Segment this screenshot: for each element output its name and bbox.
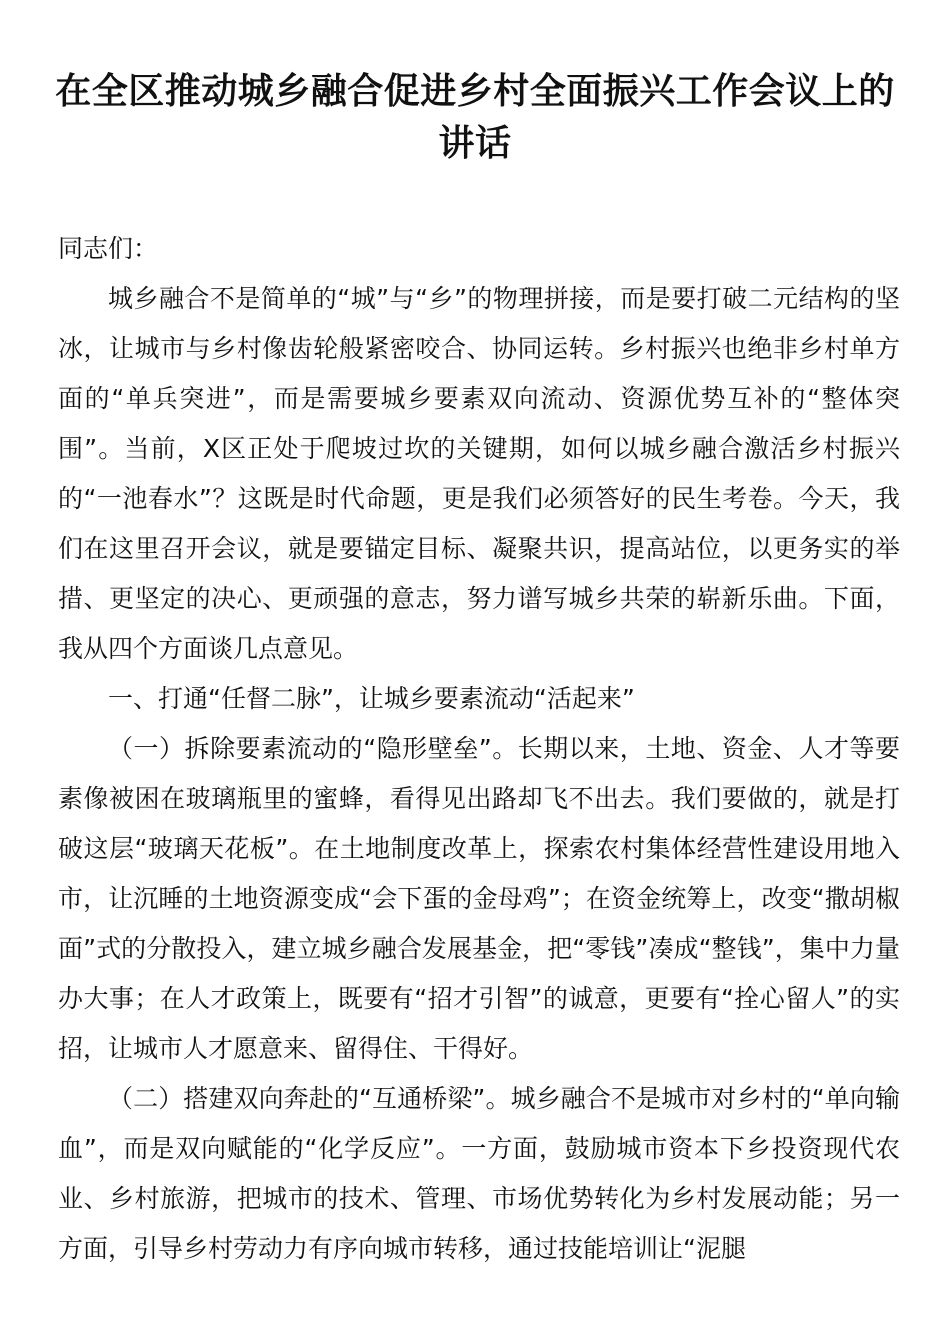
section-heading-1: 一、打通“任督二脉”，让城乡要素流动“活起来” [108,684,635,713]
paragraph-subsection-2: （二）搭建双向奔赴的“互通桥梁”。城乡融合不是城市对乡村的“单向输血”，而是双向赋能的“化学反应”。一方面，鼓励城市资本下乡投资现代农业、乡村旅游，把城市的技术、管理、市场优势转化为乡村发展动能；另一方面，引导乡村劳动力有序向城市转移，通过技能培训让“泥腿 [58,1084,900,1263]
document-title: 在全区推动城乡融合促进乡村全面振兴工作会议上的讲话 [55,71,895,164]
paragraph-subsection-1: （一）拆除要素流动的“隐形壁垒”。长期以来，土地、资金、人才等要素像被困在玻璃瓶里的蜜蜂，看得见出路却飞不出去。我们要做的，就是打破这层“玻璃天花板”。在土地制度改革上，探索农村集体经营性建设用地入市，让沉睡的土地资源变成“会下蛋的金母鸡”；在资金统筹上，改变“撒胡椒面”式的分散投入，建立城乡融合发展基金，把“零钱”凑成“整钱”，集中力量办大事；在人才政策上，既要有“招才引智”的诚意，更要有“拴心留人”的实招，让城市人才愿意来、留得住、干得好。 [58,734,900,1063]
salutation: 同志们： [58,234,159,263]
paragraph-intro: 城乡融合不是简单的“城”与“乡”的物理拼接，而是要打破二元结构的坚冰，让城市与乡村像齿轮般紧密咬合、协同运转。乡村振兴也绝非乡村单方面的“单兵突进”，而是需要城乡要素双向流动、资源优势互补的“整体突围”。当前，X区正处于爬坡过坎的关键期，如何以城乡融合激活乡村振兴的“一池春水”？这既是时代命题，更是我们必须答好的民生考卷。今天，我们在这里召开会议，就是要锚定目标、凝聚共识，提高站位，以更务实的举措、更坚定的决心、更顽强的意志，努力谱写城乡共荣的崭新乐曲。下面，我从四个方面谈几点意见。 [58,284,900,663]
document-body [58,224,900,1274]
